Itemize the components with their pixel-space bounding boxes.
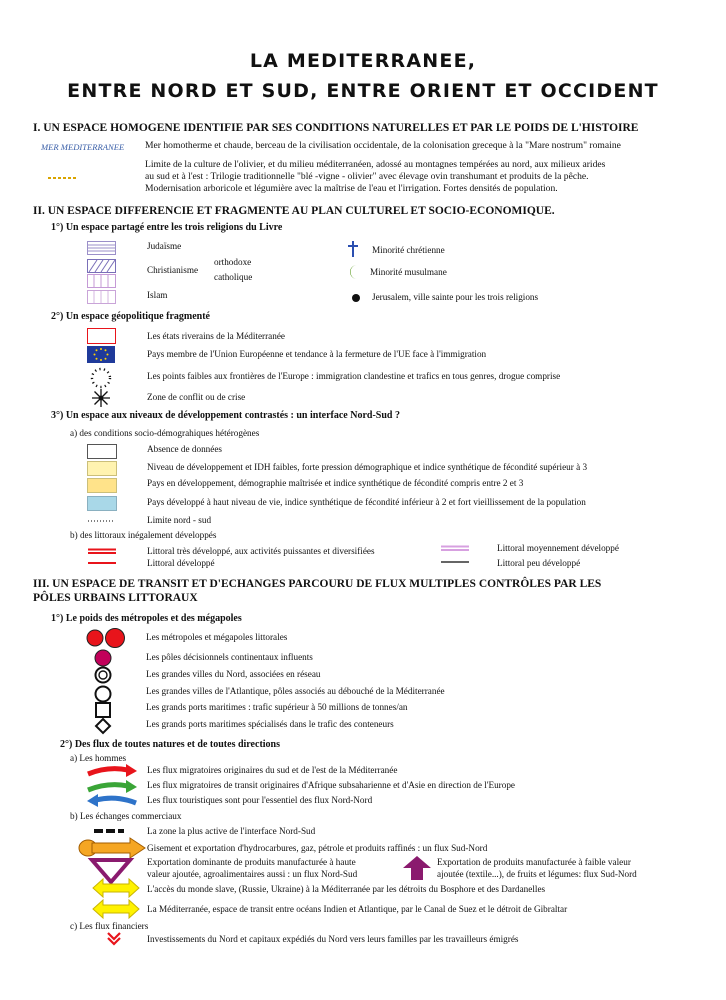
jerusalem-label: Jerusalem, ville sainte pour les trois religions	[372, 292, 539, 302]
littoraux-label: b) des littoraux inégalement développés	[70, 530, 217, 540]
sea-label: MER MEDITERRANEE	[41, 142, 125, 152]
socio-demo-label: a) des conditions socio-démograhiques hétérogènes	[70, 428, 260, 438]
section1-heading: I. UN ESPACE HOMOGENE IDENTIFIE PAR SES CONDITIONS NATURELLES ET PAR LE POIDS DE L'HISTOIRE	[33, 122, 639, 134]
migration-south-label: Les flux migratoires originaires du sud et de l'est de la Méditerranée	[147, 765, 398, 775]
export-low-line2: ajoutée (textile...), de fruits et légumes: flux Sud-Nord	[437, 869, 637, 879]
metropoles-circles-icon	[86, 628, 126, 648]
map-legend-title-line2: ENTRE NORD ET SUD, ENTRE ORIENT ET OCCIDENT	[67, 80, 659, 102]
migration-south-arrow	[86, 764, 138, 778]
riverain-states-box	[87, 328, 117, 344]
judaisme-pattern-box	[87, 241, 117, 255]
eu-flag-icon	[87, 346, 117, 364]
flux-financiers-label: c) Les flux financiers	[70, 921, 149, 931]
islam-pattern-box	[87, 290, 117, 304]
transit-label: La Méditerranée, espace de transit entre océans Indien et Atlantique, par le Canal de Suez et le détroit de Gibraltar	[147, 904, 568, 914]
slavic-access-double-arrow	[92, 878, 140, 898]
atlantic-cities-label: Les grandes villes de l'Atlantique, pôles associés au débouché de la Méditerranée	[146, 686, 445, 696]
hommes-label: a) Les hommes	[70, 753, 127, 763]
tourism-flow-arrow	[86, 794, 138, 808]
developed-box	[87, 496, 117, 511]
littoral-low-label: Littoral peu développé	[497, 558, 581, 568]
cross-icon	[347, 240, 359, 258]
judaisme-label: Judaïsme	[147, 241, 182, 251]
islam-label: Islam	[147, 290, 168, 300]
section2-sub2-heading: 2°) Un espace géopolitique fragmenté	[51, 311, 210, 322]
littoral-medium-line	[441, 545, 471, 551]
catholique-label: catholique	[214, 272, 253, 282]
no-data-label: Absence de données	[147, 444, 223, 454]
olive-limit-line1: Limite de la culture de l'olivier, et du milieu méditerranéen, adossé au montagnes tempérées au nord, aux milieux arides	[145, 159, 606, 170]
orthodoxe-label: orthodoxe	[214, 257, 252, 267]
active-interface-label: La zone la plus active de l'interface Nord-Sud	[147, 826, 316, 836]
north-south-limit-label: Limite nord - sud	[147, 515, 212, 525]
olive-limit-line3: Modernisation arboricole et légumière avec la maîtrise de l'eau et l'irrigation. Fortes densités de population.	[145, 183, 558, 194]
section3-heading-line1: III. UN ESPACE DE TRANSIT ET D'ECHANGES PARCOURU DE FLUX MULTIPLES CONTRÔLES PAR LES	[33, 578, 602, 590]
minorite-musulmane-label: Minorité musulmane	[370, 267, 447, 277]
conflict-zone-label: Zone de conflit ou de crise	[147, 392, 246, 402]
transit-double-arrow	[92, 899, 140, 919]
low-development-label: Niveau de développement et IDH faibles, forte pression démographique et indice synthétique de fécondité supérieur à 3	[147, 462, 588, 472]
export-high-line1: Exportation dominante de produits manufacturée à haute	[147, 857, 356, 867]
developed-label: Pays développé à haut niveau de vie, indice synthétique de fécondité inférieur à 2 et fort vieillissement de la population	[147, 497, 586, 507]
christianisme-label: Christianisme	[147, 265, 199, 275]
slavic-access-label: L'accès du monde slave, (Russie, Ukraine) à la Méditerranée par les détroits du Bosphore et des Dardanelles	[147, 884, 546, 894]
section3-sub2-heading: 2°) Des flux de toutes natures et de toutes directions	[60, 739, 280, 750]
crescent-icon	[347, 264, 361, 280]
echanges-label: b) Les échanges commerciaux	[70, 811, 182, 821]
christianisme-orthodoxe-pattern-box	[87, 259, 117, 273]
export-low-line1: Exportation de produits manufacturée à faible valeur	[437, 857, 631, 867]
major-ports-label: Les grands ports maritimes : trafic supérieur à 50 millions de tonnes/an	[146, 702, 408, 712]
littoral-developed-line	[88, 561, 118, 565]
north-cities-icon	[93, 665, 113, 685]
riverain-states-label: Les états riverains de la Méditerranée	[147, 331, 286, 341]
container-port-diamond-icon	[94, 717, 114, 737]
jerusalem-dot-icon	[351, 293, 361, 303]
eu-member-label: Pays membre de l'Union Européenne et tendance à la fermeture de l'UE face à l'immigration	[147, 349, 487, 359]
map-legend-title-line1: LA MEDITERRANEE,	[249, 50, 477, 72]
weak-points-dotted-circle-icon	[89, 366, 113, 390]
olive-limit-line2: au sud et à l'est : Trilogie traditionnelle "blé -vigne - olivier" avec élevage ovin transhumant et produits de la pêche.	[145, 171, 589, 182]
financial-flow-chevron-icon	[107, 932, 121, 946]
section3-sub1-heading: 1°) Le poids des métropoles et des mégapoles	[51, 613, 242, 624]
weak-points-label: Les points faibles aux frontières de l'Europe : immigration clandestine et trafics en tous genres, drogue comprise	[147, 371, 561, 381]
north-cities-label: Les grandes villes du Nord, associées en réseau	[146, 669, 321, 679]
metropoles-label: Les métropoles et mégapoles littorales	[146, 632, 288, 642]
section2-heading: II. UN ESPACE DIFFERENCIE ET FRAGMENTE AU PLAN CULTUREL ET SOCIO-ECONOMIQUE.	[33, 205, 555, 217]
section2-sub3-heading: 3°) Un espace aux niveaux de développement contrastés : un interface Nord-Sud ?	[51, 410, 400, 421]
littoral-low-line	[441, 560, 471, 564]
no-data-box	[87, 444, 117, 459]
littoral-very-developed-label: Littoral très développé, aux activités puissantes et diversifiées	[147, 546, 375, 556]
developing-label: Pays en développement, démographie maîtrisée et indice synthétique de fécondité compris entre 2 et 3	[147, 478, 524, 488]
export-low-value-arrow	[402, 855, 432, 881]
hydrocarbon-arrow	[78, 838, 148, 858]
decision-poles-label: Les pôles décisionnels continentaux influents	[146, 652, 313, 662]
export-high-line2: valeur ajoutée, agroalimentaires aussi : un flux Nord-Sud	[147, 869, 358, 879]
section2-sub1-heading: 1°) Un espace partagé entre les trois religions du Livre	[51, 222, 283, 233]
migration-transit-arrow	[86, 780, 138, 794]
littoral-very-developed-line	[88, 548, 118, 554]
financial-flow-label: Investissements du Nord et capitaux expédiés du Nord vers leurs familles par les travailleurs émigrés	[147, 934, 519, 944]
sea-description: Mer homotherme et chaude, berceau de la civilisation occidentale, de la colonisation greceque à la "Mare nostrum" romaine	[145, 140, 621, 151]
christianisme-catholique-pattern-box	[87, 274, 117, 288]
north-south-limit-symbol	[88, 519, 118, 523]
container-ports-label: Les grands ports maritimes spécialisés dans le trafic des conteneurs	[146, 719, 394, 729]
hydrocarbon-label: Gisement et exportation d'hydrocarbures, gaz, pétrole et produits raffinés : un flux Sud-Nord	[147, 843, 488, 853]
tourism-flow-label: Les flux touristiques sont pour l'essentiel des flux Nord-Nord	[147, 795, 373, 805]
littoral-medium-label: Littoral moyennement développé	[497, 543, 619, 553]
littoral-developed-label: Littoral développé	[147, 558, 215, 568]
developing-box	[87, 478, 117, 493]
active-interface-dash-symbol	[94, 828, 126, 834]
low-development-box	[87, 461, 117, 476]
migration-transit-label: Les flux migratoires de transit originaires d'Afrique subsaharienne et d'Asie en direction de l'Europe	[147, 780, 516, 790]
section3-heading-line2: PÔLES URBAINS LITTORAUX	[33, 592, 198, 604]
minorite-chretienne-label: Minorité chrétienne	[372, 245, 445, 255]
olive-limit-symbol	[48, 176, 78, 180]
conflict-star-icon	[92, 389, 110, 407]
